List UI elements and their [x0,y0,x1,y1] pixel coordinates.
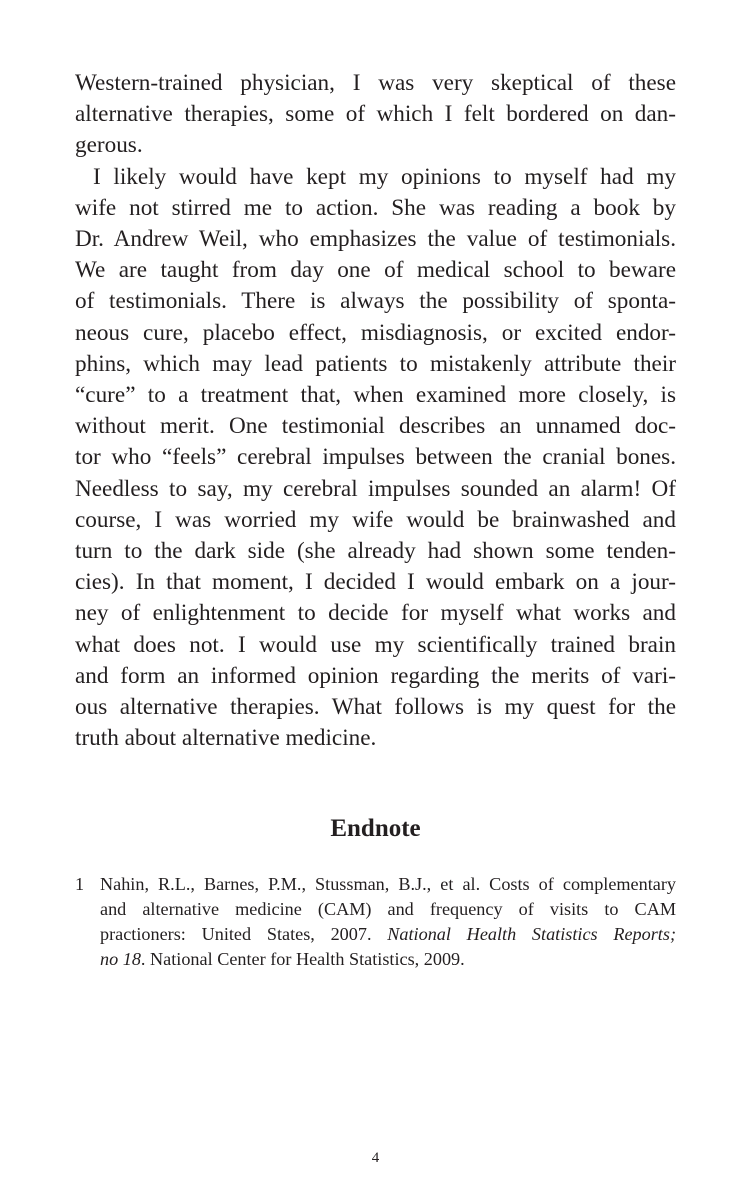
text-line: what does not. I would use my scientifically trained brain [75,631,676,658]
text-line: and form an informed opinion regarding the merits of vari- [75,662,676,689]
endnote-item [75,872,676,972]
text-line: alternative therapies, some of which I felt bordered on dan- [75,101,676,128]
text-line: without merit. One testimonial describes an unnamed doc- [75,413,676,440]
paragraph-2 [75,162,676,755]
text-line: Dr. Andrew Weil, who emphasizes the value of testimonials. [75,226,676,253]
text-line: course, I was worried my wife would be brainwashed and [75,506,676,533]
citation-line: and alternative medicine (CAM) and frequency of visits to CAM [100,899,676,919]
citation-line [100,922,676,947]
text-line: “cure” to a treatment that, when examined more closely, is [75,382,676,409]
endnote-number: 1 [75,874,85,894]
text-line: gerous. [75,132,143,159]
text-line: Needless to say, my cerebral impulses sounded an alarm! Of [75,475,676,502]
citation-line: Nahin, R.L., Barnes, P.M., Stussman, B.J., et al. Costs of complementary [100,874,676,894]
text-line: tor who “feels” cerebral impulses between the cranial bones. [75,444,676,471]
text-line: ous alternative therapies. What follows is my quest for the [75,694,676,721]
text-line: Western-trained physician, I was very skeptical of these [75,70,676,96]
text-line: I likely would have kept my opinions to myself had my [93,163,676,190]
endnote-heading: Endnote [330,815,421,842]
endnote-citation [100,872,676,972]
page-number: 4 [371,1150,380,1166]
text-line: ney of enlightenment to decide for myself what works and [75,600,676,627]
journal-title: National Health Statistics Reports; [387,924,676,944]
text-line: We are taught from day one of medical school to beware [75,257,676,284]
page-body [75,68,676,754]
text-line: neous cure, placebo effect, misdiagnosis, or excited endor- [75,319,676,346]
text-line: truth about alternative medicine. [75,725,377,752]
citation-text: . National Center for Health Statistics, 2009. [140,949,465,969]
text-line: of testimonials. There is always the possibility of sponta- [75,288,676,315]
citation-line [100,947,676,972]
text-line: wife not stirred me to action. She was reading a book by [75,194,676,221]
text-line: cies). In that moment, I decided I would embark on a jour- [75,569,676,596]
text-line: turn to the dark side (she already had shown some tenden- [75,538,676,565]
citation-text: practioners: United States, 2007. [100,924,388,944]
text-line: phins, which may lead patients to mistakenly attribute their [75,350,676,377]
paragraph-1 [75,68,676,162]
journal-issue: no 18 [100,949,141,969]
